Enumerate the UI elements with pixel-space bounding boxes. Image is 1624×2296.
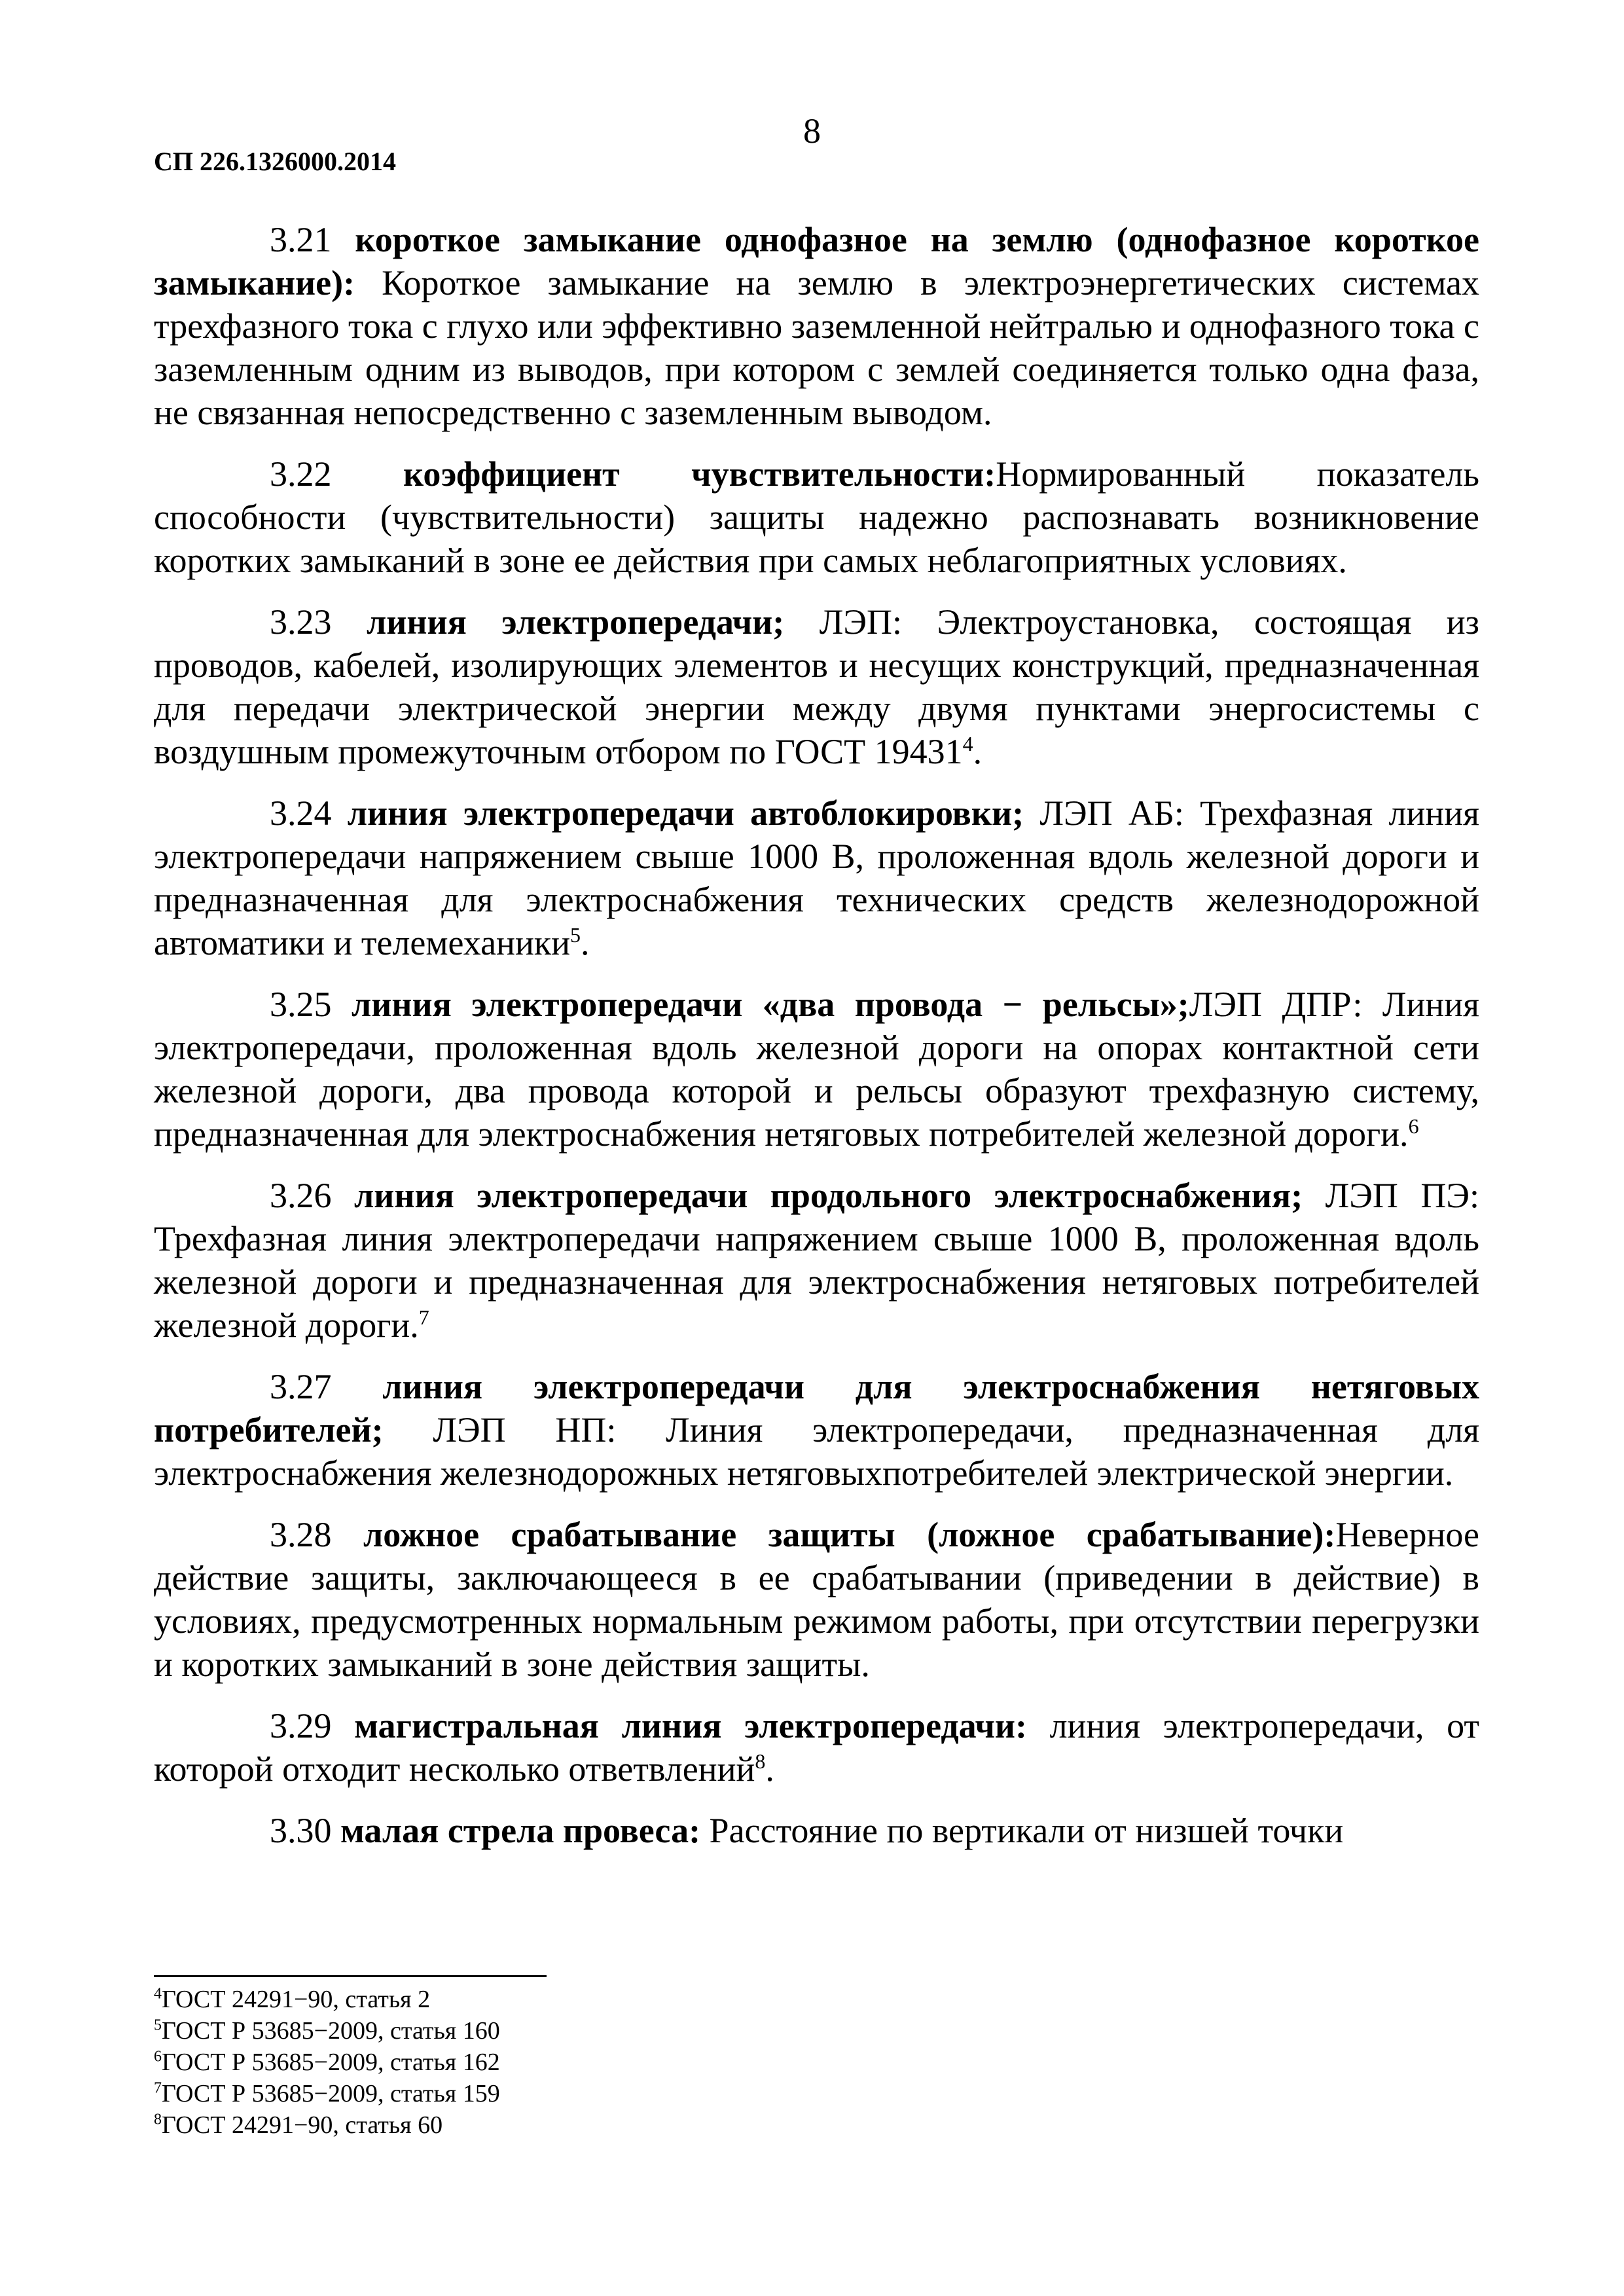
clause-number: 3.26 bbox=[270, 1176, 354, 1215]
definition-text: Расстояние по вертикали от низшей точки bbox=[700, 1811, 1344, 1850]
definitions-body bbox=[154, 218, 1479, 1870]
term: короткое замыкание однофазное на землю (однофазное короткое замыкание): bbox=[154, 220, 1479, 302]
footnote-text: ГОСТ 24291−90, статья 2 bbox=[162, 1986, 431, 2013]
punctuation: . bbox=[765, 1749, 774, 1789]
term: магистральная линия электропередачи: bbox=[354, 1706, 1028, 1745]
footnote-ref[interactable]: 6 bbox=[1408, 1114, 1419, 1138]
definition-text: ЛЭП ДПР: Линия электропередачи, проложенная вдоль железной дороги на опорах контактной сети железной дороги, два провода которой и рельсы образуют трехфазную систему, предназначенная для электроснабжения нетяговых потребителей железной дороги. bbox=[154, 985, 1479, 1154]
footnote-6 bbox=[154, 2047, 939, 2078]
clause-number: 3.29 bbox=[270, 1706, 355, 1745]
footnote-4 bbox=[154, 1984, 939, 2015]
footnote-ref[interactable]: 8 bbox=[755, 1749, 766, 1773]
document-code: СП 226.1326000.2014 bbox=[154, 147, 396, 176]
term: линия электропередачи автоблокировки; bbox=[347, 793, 1024, 833]
definition-3-27 bbox=[154, 1365, 1479, 1495]
footnote-text: ГОСТ Р 53685−2009, статья 159 bbox=[162, 2080, 500, 2107]
definition-text: линия электропередачи, от которой отходит несколько ответвлений bbox=[154, 1706, 1480, 1789]
definition-text: Короткое замыкание на землю в электроэнергетических системах трехфазного тока с глухо или эффективно заземленной нейтралью и однофазного тока с заземленным одним из выводов, при котором с землей соединяется только одна фаза, не связанная непосредственно с заземленным выводом. bbox=[154, 263, 1479, 432]
footnotes bbox=[154, 1984, 939, 2141]
definition-3-25 bbox=[154, 983, 1479, 1156]
definition-3-21 bbox=[154, 218, 1479, 434]
definition-text: ЛЭП НП: Линия электропередачи, предназначенная для электроснабжения железнодорожных нетяговыхпотребителей электрической энергии. bbox=[154, 1410, 1479, 1493]
clause-number: 3.25 bbox=[270, 985, 352, 1024]
definition-3-24 bbox=[154, 792, 1479, 964]
footnote-text: ГОСТ 24291−90, статья 60 bbox=[162, 2111, 443, 2139]
definition-3-22 bbox=[154, 452, 1479, 582]
footnote-mark: 8 bbox=[154, 2111, 162, 2128]
definition-text: ЛЭП ПЭ: Трехфазная линия электропередачи напряжением свыше 1000 В, проложенная вдоль железной дороги и предназначенная для электроснабжения нетяговых потребителей железной дороги. bbox=[154, 1176, 1479, 1345]
footnote-ref[interactable]: 4 bbox=[962, 732, 973, 756]
footnote-text: ГОСТ Р 53685−2009, статья 162 bbox=[162, 2049, 500, 2076]
footnote-7 bbox=[154, 2078, 939, 2109]
footnote-mark: 5 bbox=[154, 2016, 162, 2034]
definition-3-30 bbox=[154, 1809, 1479, 1852]
term: линия электропередачи; bbox=[366, 602, 785, 642]
term: ложное срабатывание защиты (ложное срабатывание): bbox=[363, 1515, 1336, 1554]
clause-number: 3.21 bbox=[270, 220, 355, 259]
footnote-separator bbox=[154, 1975, 547, 1977]
definition-text: ЛЭП: Электроустановка, состоящая из проводов, кабелей, изолирующих элементов и несущих конструкций, предназначенная для передачи электрической энергии между двумя пунктами энергосистемы с воздушным промежуточным отбором по ГОСТ 19431 bbox=[154, 602, 1479, 771]
term: линия электропередачи для электроснабжения нетяговых потребителей; bbox=[154, 1367, 1480, 1449]
footnote-text: ГОСТ Р 53685−2009, статья 160 bbox=[162, 2017, 500, 2045]
punctuation: . bbox=[580, 923, 590, 962]
definition-3-23 bbox=[154, 600, 1479, 773]
footnote-mark: 7 bbox=[154, 2079, 162, 2097]
definition-3-26 bbox=[154, 1174, 1479, 1347]
definition-3-29 bbox=[154, 1704, 1479, 1791]
punctuation: . bbox=[973, 732, 983, 771]
clause-number: 3.22 bbox=[270, 454, 403, 494]
footnote-mark: 6 bbox=[154, 2048, 162, 2066]
clause-number: 3.24 bbox=[270, 793, 348, 833]
definition-3-28 bbox=[154, 1513, 1479, 1686]
definition-text: Нормированный показатель способности (чувствительности) защиты надежно распознавать возникновение коротких замыканий в зоне ее действия при самых неблагоприятных условиях. bbox=[154, 454, 1480, 580]
footnote-ref[interactable]: 7 bbox=[418, 1305, 429, 1329]
footnote-mark: 4 bbox=[154, 1985, 162, 2003]
term: линия электропередачи «два провода − рельсы»; bbox=[351, 985, 1189, 1024]
clause-number: 3.23 bbox=[270, 602, 367, 642]
term: линия электропередачи продольного электроснабжения; bbox=[353, 1176, 1303, 1215]
footnote-8 bbox=[154, 2109, 939, 2141]
footnote-ref[interactable]: 5 bbox=[569, 923, 581, 947]
clause-number: 3.27 bbox=[270, 1367, 383, 1406]
definition-text: Неверное действие защиты, заключающееся в ее срабатывании (приведении в действие) в условиях, предусмотренных нормальным режимом работы, при отсутствии перегрузки и коротких замыканий в зоне действия защиты. bbox=[154, 1515, 1480, 1684]
clause-number: 3.30 bbox=[270, 1811, 340, 1850]
footnote-5 bbox=[154, 2015, 939, 2047]
page-number: 8 bbox=[803, 111, 821, 151]
term: малая стрела провеса: bbox=[340, 1811, 701, 1850]
definition-text: ЛЭП АБ: Трехфазная линия электропередачи напряжением свыше 1000 В, проложенная вдоль железной дороги и предназначенная для электроснабжения технических средств железнодорожной автоматики и телемеханики bbox=[154, 793, 1479, 962]
clause-number: 3.28 bbox=[270, 1515, 363, 1554]
term: коэффициент чувствительности: bbox=[403, 454, 996, 494]
